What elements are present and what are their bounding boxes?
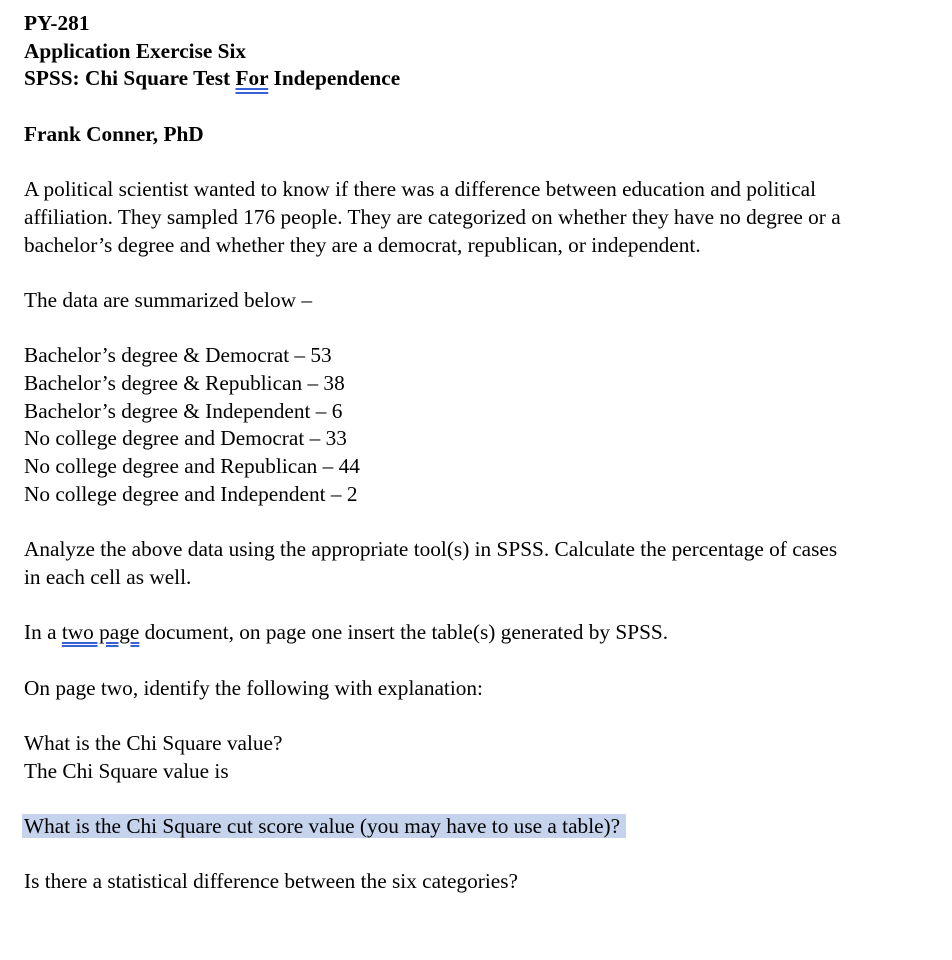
grammar-flagged-phrase[interactable]: two page xyxy=(61,620,140,645)
intro-line: affiliation. They sampled 176 people. They are categorized on whether they have no degree or a xyxy=(24,204,841,229)
analyze-line: in each cell as well. xyxy=(24,564,192,589)
intro-line: A political scientist wanted to know if there was a difference between education and political xyxy=(24,177,817,202)
page-two-instruction: On page two, identify the following with explanation: xyxy=(24,675,483,700)
instruction-text: In a xyxy=(24,620,62,645)
analyze-line: Analyze the above data using the appropriate tool(s) in SPSS. Calculate the percentage of cases xyxy=(24,537,838,562)
selected-text[interactable]: What is the Chi Square cut score value (you may have to use a table)? xyxy=(22,814,626,838)
grammar-flagged-word[interactable]: For xyxy=(235,66,269,91)
page-one-instruction xyxy=(24,619,952,647)
course-code: PY-281 xyxy=(24,11,90,35)
data-item: Bachelor’s degree & Independent – 6 xyxy=(24,398,343,423)
question-chi-square-value: What is the Chi Square value? xyxy=(24,730,283,755)
data-item: Bachelor’s degree & Democrat – 53 xyxy=(24,343,332,368)
data-intro: The data are summarized below – xyxy=(24,287,312,312)
instruction-text: document, on page one insert the table(s) generated by SPSS. xyxy=(139,620,669,645)
data-item: No college degree and Independent – 2 xyxy=(24,481,358,506)
title-text: Independence xyxy=(268,66,401,91)
data-item: Bachelor’s degree & Republican – 38 xyxy=(24,370,345,395)
data-item: No college degree and Republican – 44 xyxy=(24,454,360,478)
intro-line: bachelor’s degree and whether they are a democrat, republican, or independent. xyxy=(24,232,701,257)
question-cut-score[interactable] xyxy=(24,813,952,841)
answer-chi-square-value[interactable]: The Chi Square value is xyxy=(24,758,229,783)
title-text: SPSS: Chi Square Test xyxy=(24,66,236,91)
author: Frank Conner, PhD xyxy=(24,121,204,146)
question-statistical-difference: Is there a statistical difference between the six categories? xyxy=(24,869,518,894)
exercise-title: Application Exercise Six xyxy=(24,38,247,63)
data-item: No college degree and Democrat – 33 xyxy=(24,426,347,451)
document-title xyxy=(24,65,952,93)
